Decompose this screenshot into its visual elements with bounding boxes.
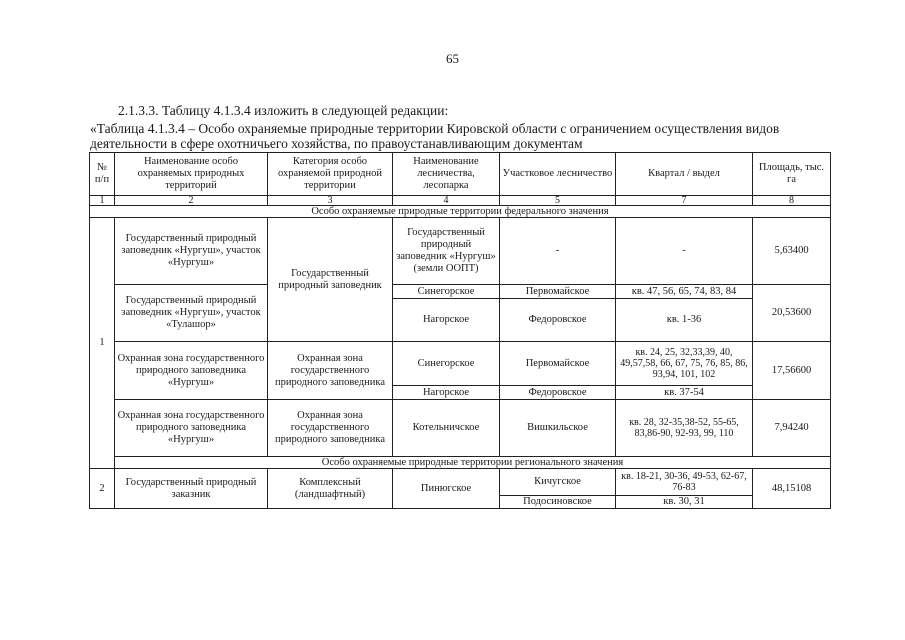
category-cell: Государственный природный заповедник: [268, 218, 393, 342]
header-cell-area: Площадь, тыс. га: [753, 153, 831, 196]
header-cell-name: Наименование особо охраняемых природных территорий: [115, 153, 268, 196]
row-number: 1: [90, 218, 115, 469]
column-number-row: [90, 196, 831, 206]
header-cell-num: № п/п: [90, 153, 115, 196]
page-number: 65: [446, 51, 459, 66]
header-cell-forestry: Наименование лесничества, лесопарка: [393, 153, 500, 196]
district-cell: Подосиновское: [500, 496, 616, 509]
row-number: 2: [90, 469, 115, 509]
column-number: 3: [268, 196, 393, 206]
quarter-cell: кв. 30, 31: [616, 496, 753, 509]
category-cell: Охранная зона государственного природного заповедника: [268, 342, 393, 400]
district-cell: -: [500, 218, 616, 285]
area-value-cell: 7,94240: [753, 400, 831, 457]
district-cell: Федоровское: [500, 299, 616, 342]
area-value-cell: 20,53600: [753, 285, 831, 342]
forestry-cell: Синегорское: [393, 342, 500, 386]
section-title-regional: Особо охраняемые природные территории регионального значения: [115, 457, 831, 469]
district-cell: Кичугское: [500, 469, 616, 496]
forestry-cell: Синегорское: [393, 285, 500, 299]
header-row: [90, 153, 831, 196]
header-cell-district: Участковое лесничество: [500, 153, 616, 196]
table-row: [90, 469, 831, 496]
table-caption-line2: деятельности в сфере охотничьего хозяйства, по правоустанавливающим документам: [90, 136, 583, 151]
area-name-cell: Государственный природный заповедник «Нургуш», участок «Тулашор»: [115, 285, 268, 342]
table-row: [90, 285, 831, 299]
table-row: [90, 400, 831, 457]
area-name-cell: Государственный природный заказник: [115, 469, 268, 509]
quarter-cell: кв. 1-36: [616, 299, 753, 342]
table-caption-line1: «Таблица 4.1.3.4 – Особо охраняемые природные территории Кировской области с ограничением осуществления видов: [90, 121, 780, 136]
section-title-federal: Особо охраняемые природные территории федерального значения: [90, 206, 831, 218]
quarter-cell: кв. 37-54: [616, 386, 753, 400]
forestry-cell: Нагорское: [393, 299, 500, 342]
column-number: 7: [616, 196, 753, 206]
quarter-cell: кв. 28, 32-35,38-52, 55-65, 83,86-90, 92-93, 99, 110: [616, 400, 753, 457]
area-value-cell: 5,63400: [753, 218, 831, 285]
column-number: 5: [500, 196, 616, 206]
quarter-cell: кв. 18-21, 30-36, 49-53, 62-67, 76-83: [616, 469, 753, 496]
subsection-heading: 2.1.3.3. Таблицу 4.1.3.4 изложить в следующей редакции:: [118, 103, 449, 118]
column-number: 2: [115, 196, 268, 206]
category-cell: Охранная зона государственного природного заповедника: [268, 400, 393, 457]
header-cell-category: Категория особо охраняемой природной территории: [268, 153, 393, 196]
forestry-cell: Государственный природный заповедник «Нургуш» (земли ООПТ): [393, 218, 500, 285]
column-number: 4: [393, 196, 500, 206]
area-name-cell: Государственный природный заповедник «Нургуш», участок «Нургуш»: [115, 218, 268, 285]
forestry-cell: Нагорское: [393, 386, 500, 400]
area-name-cell: Охранная зона государственного природного заповедника «Нургуш»: [115, 400, 268, 457]
area-name-cell: Охранная зона государственного природного заповедника «Нургуш»: [115, 342, 268, 400]
district-cell: Федоровское: [500, 386, 616, 400]
district-cell: Вишкильское: [500, 400, 616, 457]
area-value-cell: 48,15108: [753, 469, 831, 509]
table-row: [90, 218, 831, 285]
quarter-cell: кв. 24, 25, 32,33,39, 40, 49,57,58, 66, 67, 75, 76, 85, 86, 93,94, 101, 102: [616, 342, 753, 386]
table-row: [90, 342, 831, 386]
header-cell-quarter: Квартал / выдел: [616, 153, 753, 196]
section-row-regional: [90, 457, 831, 469]
forestry-cell: Пинюгское: [393, 469, 500, 509]
forestry-cell: Котельничское: [393, 400, 500, 457]
quarter-cell: -: [616, 218, 753, 285]
area-value-cell: 17,56600: [753, 342, 831, 400]
district-cell: Первомайское: [500, 285, 616, 299]
category-cell: Комплексный (ландшафтный): [268, 469, 393, 509]
protected-areas-table: [89, 152, 831, 509]
quarter-cell: кв. 47, 56, 65, 74, 83, 84: [616, 285, 753, 299]
section-row-federal: [90, 206, 831, 218]
district-cell: Первомайское: [500, 342, 616, 386]
column-number: 1: [90, 196, 115, 206]
column-number: 8: [753, 196, 831, 206]
